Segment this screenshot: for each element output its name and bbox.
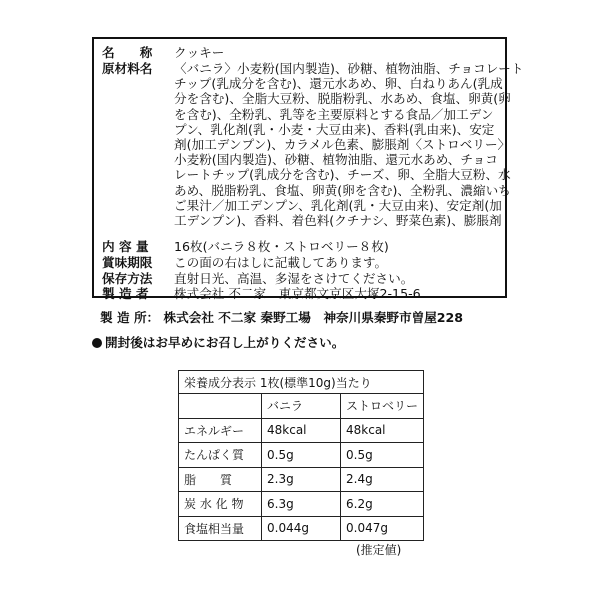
ingredients-line: 工デンプン)、香料、着色料(クチナシ、野菜色素)、膨脹剤 [174, 213, 502, 229]
manufacturer-key: 製 造 者 [102, 286, 149, 301]
contents-value [174, 239, 504, 254]
nutrient-name: 脂 質 [179, 467, 262, 492]
nutrient-vanilla: 0.5g [262, 443, 341, 468]
ingredients-line: 〈バニラ〉小麦粉(国内製造)、砂糖、植物油脂、チョコレート [174, 61, 524, 76]
nutrition-header-strawberry: ストロベリー [341, 394, 424, 419]
manufacturer-line: 株式会社 不二家 東京都文京区大塚2-15-6 [174, 286, 421, 301]
nutrient-name: 炭 水 化 物 [179, 492, 262, 517]
nutrient-name: エネルギー [179, 418, 262, 443]
nutrient-strawberry: 0.047g [341, 516, 424, 541]
nutrient-strawberry: 2.4g [341, 467, 424, 492]
estimate-note: (推定値) [356, 543, 402, 557]
nutrient-strawberry: 48kcal [341, 418, 424, 443]
nutrient-name: たんぱく質 [179, 443, 262, 468]
nutrition-row-carbs [179, 492, 424, 517]
nutrition-title: 栄養成分表示 1枚(標準10g)当たり [179, 371, 424, 394]
factory-key: 製 造 所： [100, 310, 160, 325]
nutrition-header-blank [179, 394, 262, 419]
ingredients-line: を含む)、全粉乳、乳等を主要原料とする食品／加工デン [174, 106, 494, 122]
ingredients-line: ご果汁／加工デンプン、乳化剤(乳・大豆由来)、安定剤(加 [174, 197, 502, 213]
expiry-line: この面の右はしに記載してあります。 [174, 255, 388, 270]
nutrient-vanilla: 48kcal [262, 418, 341, 443]
nutrition-row-energy [179, 418, 424, 443]
nutrient-vanilla: 6.3g [262, 492, 341, 517]
ingredients-key: 原材料名 [102, 61, 153, 76]
nutrition-row-salt [179, 516, 424, 541]
ingredients-line: チップ(乳成分を含む)、還元水あめ、卵、白ねりあん(乳成 [174, 76, 503, 92]
name-line: クッキー [174, 45, 225, 60]
expiry-value [174, 255, 504, 270]
nutrient-vanilla: 0.044g [262, 516, 341, 541]
name-value [174, 45, 504, 60]
nutrition-row-protein [179, 443, 424, 468]
ingredients-line: 剤(加工デンプン)、カラメル色素、膨脹剤〈ストロベリー〉 [174, 137, 511, 153]
product-label-box [92, 37, 524, 301]
ingredients-line: プン、乳化剤(乳・小麦・大豆由来)、香料(乳由来)、安定 [174, 121, 495, 137]
storage-value [174, 271, 504, 286]
nutrition-header-row [179, 394, 424, 419]
contents-line: 16枚(バニラ８枚・ストロベリー８枚) [174, 239, 389, 254]
ingredients-line: 分を含む)、全脂大豆粉、脱脂粉乳、水あめ、食塩、卵黄(卵 [174, 91, 511, 107]
bullet-icon [92, 338, 102, 348]
expiry-key: 賞味期限 [102, 255, 153, 270]
factory-value: 株式会社 不二家 秦野工場 神奈川県秦野市曽屋228 [163, 310, 464, 325]
nutrition-header-vanilla: バニラ [262, 394, 341, 419]
ingredients-line: 小麦粉(国内製造)、砂糖、植物油脂、還元水あめ、チョコ [174, 152, 498, 168]
nutrition-table [178, 370, 424, 541]
manufacturer-value [174, 286, 504, 301]
factory-line [100, 307, 463, 326]
contents-key: 内 容 量 [102, 239, 149, 254]
nutrient-vanilla: 2.3g [262, 467, 341, 492]
nutrition-title-row [179, 371, 424, 394]
ingredients-value [174, 61, 524, 229]
nutrient-name: 食塩相当量 [179, 516, 262, 541]
name-key: 名 称 [102, 45, 153, 60]
nutrient-strawberry: 0.5g [341, 443, 424, 468]
storage-key: 保存方法 [102, 271, 153, 286]
nutrition-row-fat [179, 467, 424, 492]
ingredients-line: レートチップ(乳成分を含む)、チーズ、卵、全脂大豆粉、水 [174, 167, 511, 183]
ingredients-line: あめ、脱脂粉乳、食塩、卵黄(卵を含む)、全粉乳、濃縮いち [174, 182, 511, 198]
nutrient-strawberry: 6.2g [341, 492, 424, 517]
opening-note-text: 開封後はお早めにお召し上がりください。 [105, 335, 345, 350]
storage-line: 直射日光、高温、多湿をさけてください。 [174, 271, 414, 286]
opening-note [92, 332, 344, 351]
